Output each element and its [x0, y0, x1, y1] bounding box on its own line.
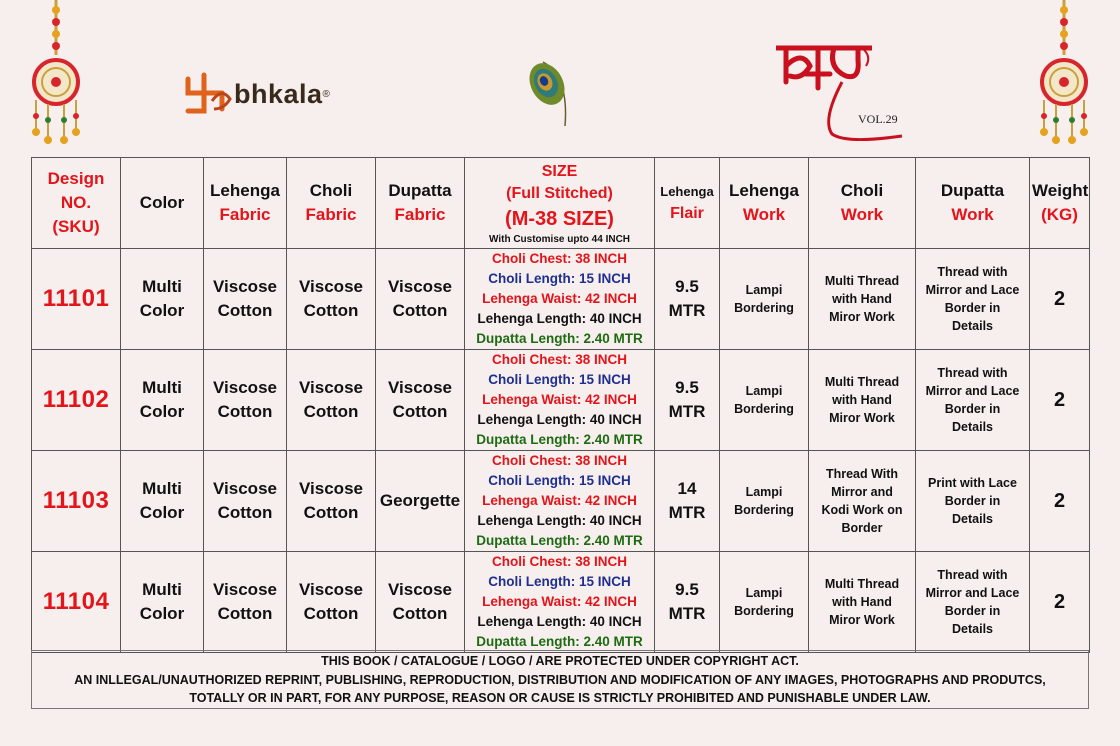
dupatta-fabric-cell: Georgette — [376, 451, 465, 552]
choli-work-cell: Multi Thread with Hand Miror Work — [809, 249, 916, 350]
lehenga-fabric-cell: Viscose Cotton — [204, 552, 287, 653]
brand-logo — [182, 70, 330, 118]
catalogue-logo — [772, 42, 922, 146]
header-lehenga-flair: Lehenga Flair — [655, 158, 720, 249]
header-choli-fabric: Choli Fabric — [287, 158, 376, 249]
lehenga-fabric-cell: Viscose Cotton — [204, 350, 287, 451]
peacock-feather-icon — [525, 56, 575, 130]
choli-work-cell: Thread With Mirror and Kodi Work on Border — [809, 451, 916, 552]
color-cell: Multi Color — [121, 451, 204, 552]
weight-cell: 2 — [1030, 249, 1090, 350]
copyright-line: AN INLLEGAL/UNAUTHORIZED REPRINT, PUBLISHING, REPRODUCTION, DISTRIBUTION AND MODIFICATION OF ANY IMAGES, PHOTOGRAPHS AND PRODUTCS, — [74, 672, 1046, 687]
choli-fabric-cell: Viscose Cotton — [287, 552, 376, 653]
header-size: SIZE (Full Stitched) (M-38 SIZE) With Customise upto 44 INCH — [465, 158, 655, 249]
dupatta-work-cell: Print with Lace Border in Details — [916, 451, 1030, 552]
registered-mark: ® — [322, 88, 330, 100]
weight-cell: 2 — [1030, 552, 1090, 653]
lehenga-work-cell: Lampi Bordering — [720, 552, 809, 653]
size-cell: Choli Chest: 38 INCH Choli Length: 15 INCH Lehenga Waist: 42 INCH Lehenga Length: 40 INCH Dupatta Length: 2.40 MTR — [465, 552, 655, 653]
table-row — [32, 552, 1090, 653]
header-dupatta-work: Dupatta Work — [916, 158, 1030, 249]
dupatta-fabric-cell: Viscose Cotton — [376, 249, 465, 350]
weight-cell: 2 — [1030, 350, 1090, 451]
color-cell: Multi Color — [121, 249, 204, 350]
size-cell: Choli Chest: 38 INCH Choli Length: 15 INCH Lehenga Waist: 42 INCH Lehenga Length: 40 INCH Dupatta Length: 2.40 MTR — [465, 249, 655, 350]
choli-work-cell: Multi Thread with Hand Miror Work — [809, 350, 916, 451]
lehenga-fabric-cell: Viscose Cotton — [204, 451, 287, 552]
lehenga-work-cell: Lampi Bordering — [720, 350, 809, 451]
lehenga-work-cell: Lampi Bordering — [720, 451, 809, 552]
color-cell: Multi Color — [121, 552, 204, 653]
sku-cell: 11101 — [32, 249, 121, 350]
header-weight: Weight (KG) — [1030, 158, 1090, 249]
choli-fabric-cell: Viscose Cotton — [287, 350, 376, 451]
swastik-logo-icon — [182, 71, 232, 117]
copyright-notice — [31, 650, 1089, 709]
dupatta-work-cell: Thread with Mirror and Lace Border in Details — [916, 249, 1030, 350]
dupatta-work-cell: Thread with Mirror and Lace Border in Details — [916, 552, 1030, 653]
header-color: Color — [121, 158, 204, 249]
lehenga-fabric-cell: Viscose Cotton — [204, 249, 287, 350]
header-lehenga-fabric: Lehenga Fabric — [204, 158, 287, 249]
brand-name: bhkala — [234, 78, 323, 109]
choli-work-cell: Multi Thread with Hand Miror Work — [809, 552, 916, 653]
copyright-line: TOTALLY OR IN PART, FOR ANY PURPOSE, REASON OR CAUSE IS STRICTLY PROHIBITED AND PUNISHABLE UNDER LAW. — [189, 691, 931, 705]
table-row — [32, 451, 1090, 552]
size-cell: Choli Chest: 38 INCH Choli Length: 15 INCH Lehenga Waist: 42 INCH Lehenga Length: 40 INCH Dupatta Length: 2.40 MTR — [465, 451, 655, 552]
header-choli-work: Choli Work — [809, 158, 916, 249]
lehenga-work-cell: Lampi Bordering — [720, 249, 809, 350]
table-row — [32, 350, 1090, 451]
header-design-no: Design NO. (SKU) — [32, 158, 121, 249]
color-cell: Multi Color — [121, 350, 204, 451]
product-table — [31, 157, 1090, 653]
choli-fabric-cell: Viscose Cotton — [287, 451, 376, 552]
flair-cell: 9.5 MTR — [655, 350, 720, 451]
size-cell: Choli Chest: 38 INCH Choli Length: 15 INCH Lehenga Waist: 42 INCH Lehenga Length: 40 INCH Dupatta Length: 2.40 MTR — [465, 350, 655, 451]
dupatta-fabric-cell: Viscose Cotton — [376, 552, 465, 653]
weight-cell: 2 — [1030, 451, 1090, 552]
dupatta-work-cell: Thread with Mirror and Lace Border in Details — [916, 350, 1030, 451]
toran-decoration-icon — [26, 0, 86, 150]
flair-cell: 9.5 MTR — [655, 552, 720, 653]
ras-script-logo-icon — [772, 42, 922, 146]
table-header-row — [32, 158, 1090, 249]
table-row — [32, 249, 1090, 350]
flair-cell: 14 MTR — [655, 451, 720, 552]
header-lehenga-work: Lehenga Work — [720, 158, 809, 249]
sku-cell: 11104 — [32, 552, 121, 653]
sku-cell: 11102 — [32, 350, 121, 451]
header-dupatta-fabric: Dupatta Fabric — [376, 158, 465, 249]
choli-fabric-cell: Viscose Cotton — [287, 249, 376, 350]
volume-label: VOL.29 — [858, 112, 898, 126]
toran-decoration-icon — [1034, 0, 1094, 150]
flair-cell: 9.5 MTR — [655, 249, 720, 350]
copyright-line: THIS BOOK / CATALOGUE / LOGO / ARE PROTECTED UNDER COPYRIGHT ACT. — [321, 654, 799, 668]
sku-cell: 11103 — [32, 451, 121, 552]
dupatta-fabric-cell: Viscose Cotton — [376, 350, 465, 451]
